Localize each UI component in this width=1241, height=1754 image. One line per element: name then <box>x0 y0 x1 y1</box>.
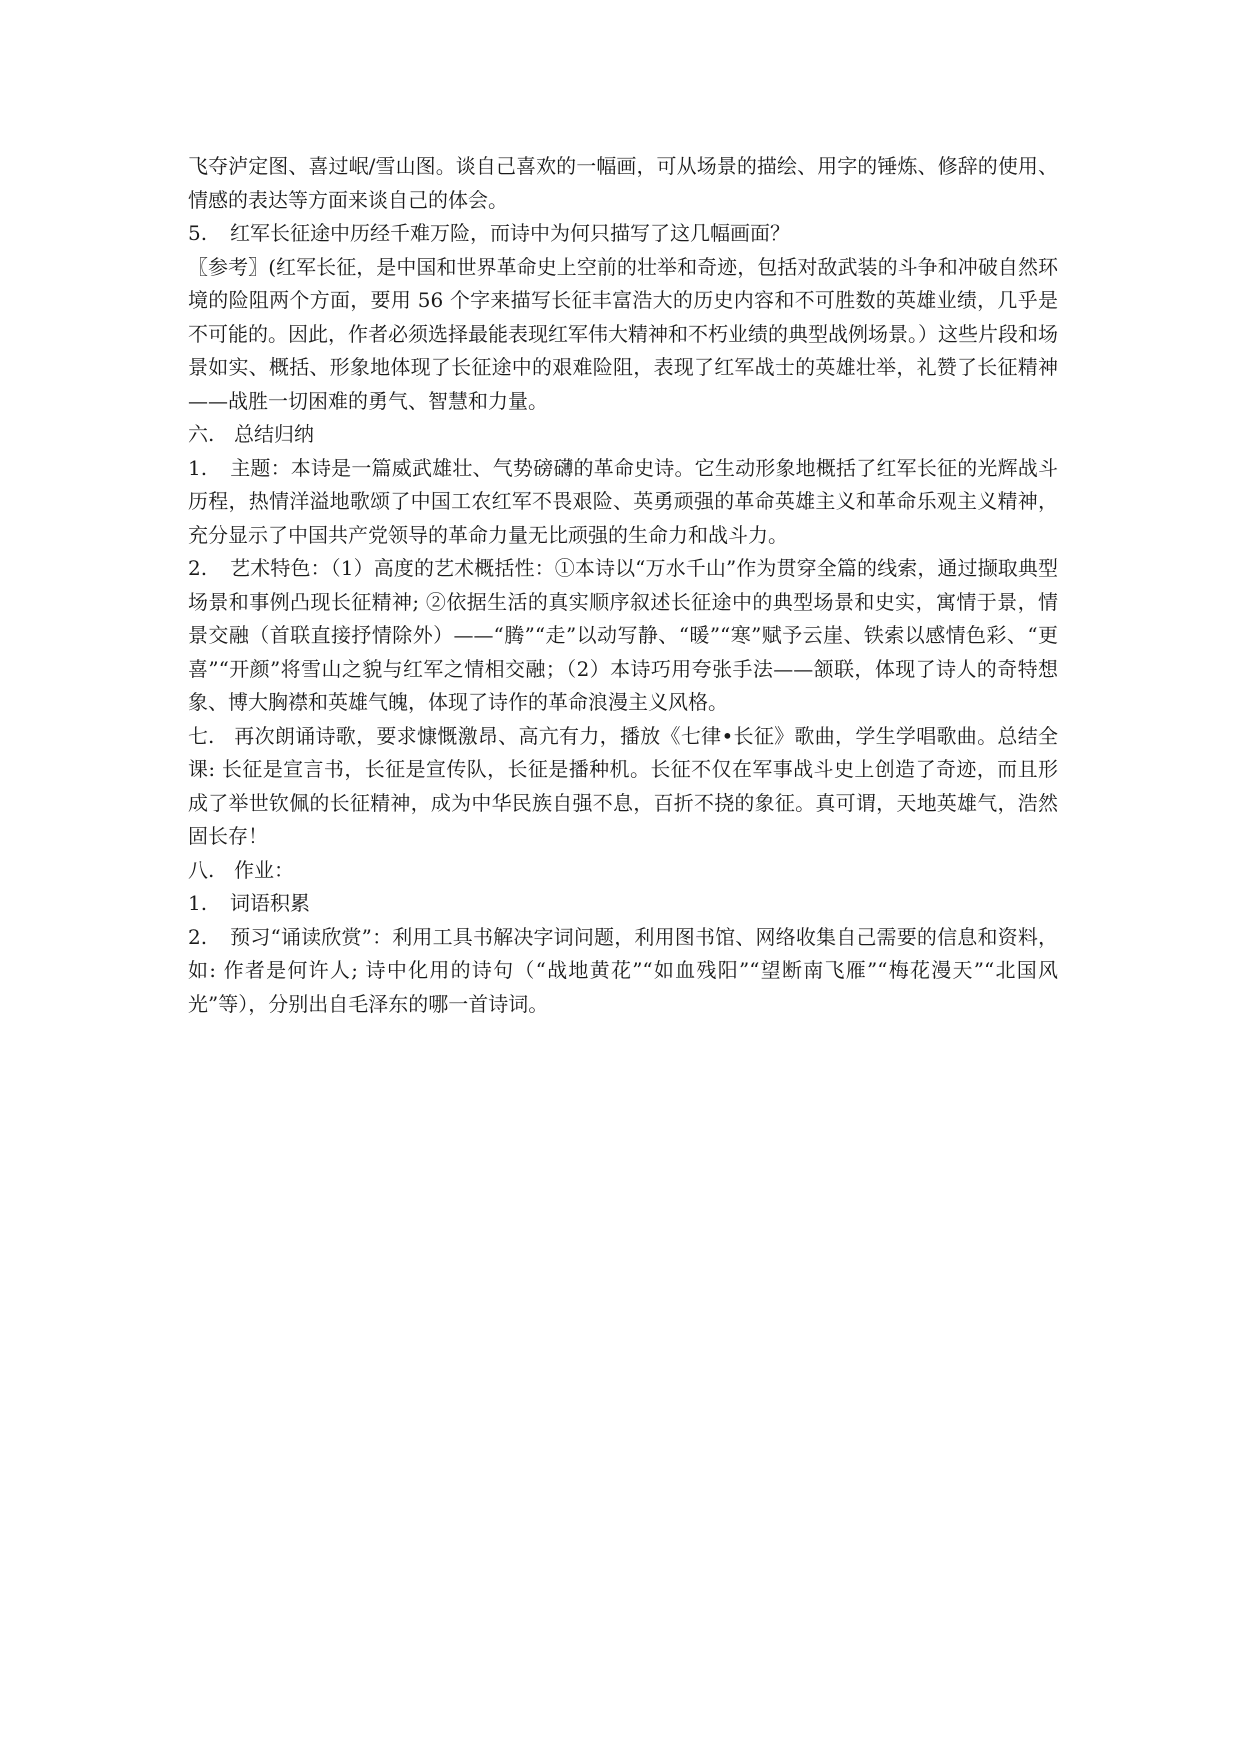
section-text: 再次朗诵诗歌，要求慷慨激昂、高亢有力，播放《七律•长征》歌曲，学生学唱歌曲。总结全课: 长征是宣言书，长征是宣传队，长征是播种机。长征不仅在军事战斗史上创造了奇迹，而且形成了举世钦佩的长征精神，成为中华民族自强不息，百折不挠的象征。真可谓，天地英雄气，浩然固长存！ <box>188 723 1058 848</box>
section-6-item-1 <box>188 452 1058 553</box>
item-text: 主题：本诗是一篇威武雄壮、气势磅礴的革命史诗。它生动形象地概括了红军长征的光辉战斗历程，热情洋溢地歌颂了中国工农红军不畏艰险、英勇顽强的革命英雄主义和革命乐观主义精神，充分显示了中国共产党领导的革命力量无比顽强的生命力和战斗力。 <box>188 455 1058 547</box>
document-body <box>188 150 1058 1021</box>
section-number: 七. <box>188 723 215 748</box>
item-number: 2. <box>188 556 208 580</box>
item-text: 词语积累 <box>230 891 310 915</box>
reference-text: 〖参考〗(红军长征，是中国和世界革命史上空前的壮举和奇迹，包括对敌武装的斗争和冲破自然环境的险阻两个方面，要用 56 个字来描写长征丰富浩大的历史内容和不可胜数的英雄业绩，几乎是不可能的。因此，作者必须选择最能表现红军伟大精神和不朽业绩的典型战例场景。）这些片段和场景如实、概括、形象地体现了长征途中的艰难险阻，表现了红军战士的英雄壮举，礼赞了长征精神——战胜一切困难的勇气、智慧和力量。 <box>188 254 1058 413</box>
section-8-item-1 <box>188 887 1058 921</box>
section-6-item-2 <box>188 552 1058 720</box>
item-text: 艺术特色：（1）高度的艺术概括性：①本诗以“万水千山”作为贯穿全篇的线索，通过撷取典型场景和事例凸现长征精神; ②依据生活的真实顺序叙述长征途中的典型场景和史实，寓情于景，情景交融（首联直接抒情除外）——“腾”“走”以动写静、“暖”“寒”赋予云崖、铁索以感情色彩、“更喜”“开颜”将雪山之貌与红军之情相交融；（2）本诗巧用夸张手法——颔联，体现了诗人的奇特想象、博大胸襟和英雄气魄，体现了诗作的革命浪漫主义风格。 <box>188 556 1058 714</box>
question-5 <box>188 217 1058 251</box>
paragraph-picture-discussion <box>188 150 1058 217</box>
item-number: 1. <box>188 455 208 480</box>
section-number: 六. <box>188 422 215 446</box>
section-7 <box>188 720 1058 854</box>
question-text: 红军长征途中历经千难万险，而诗中为何只描写了这几幅画面？ <box>230 221 790 245</box>
item-text: 预习“诵读欣赏”：利用工具书解决字词问题，利用图书馆、网络收集自己需要的信息和资料，如: 作者是何许人; 诗中化用的诗句（“战地黄花”“如血残阳”“望断南飞雁”“梅花漫天”“北国风光”等），分别出自毛泽东的哪一首诗词。 <box>188 924 1058 1016</box>
item-number: 5. <box>188 221 208 245</box>
section-title: 总结归纳 <box>234 422 314 446</box>
paragraph-text: 飞夺泸定图、喜过岷/雪山图。谈自己喜欢的一幅画，可从场景的描绘、用字的锤炼、修辞的使用、情感的表达等方面来谈自己的体会。 <box>188 154 1058 212</box>
section-number: 八. <box>188 857 215 882</box>
section-8-heading <box>188 854 1058 888</box>
section-6-heading <box>188 418 1058 452</box>
item-number: 1. <box>188 891 208 915</box>
item-number: 2. <box>188 924 208 949</box>
reference-answer <box>188 251 1058 419</box>
section-8-item-2 <box>188 921 1058 1022</box>
section-title: 作业： <box>234 857 294 882</box>
